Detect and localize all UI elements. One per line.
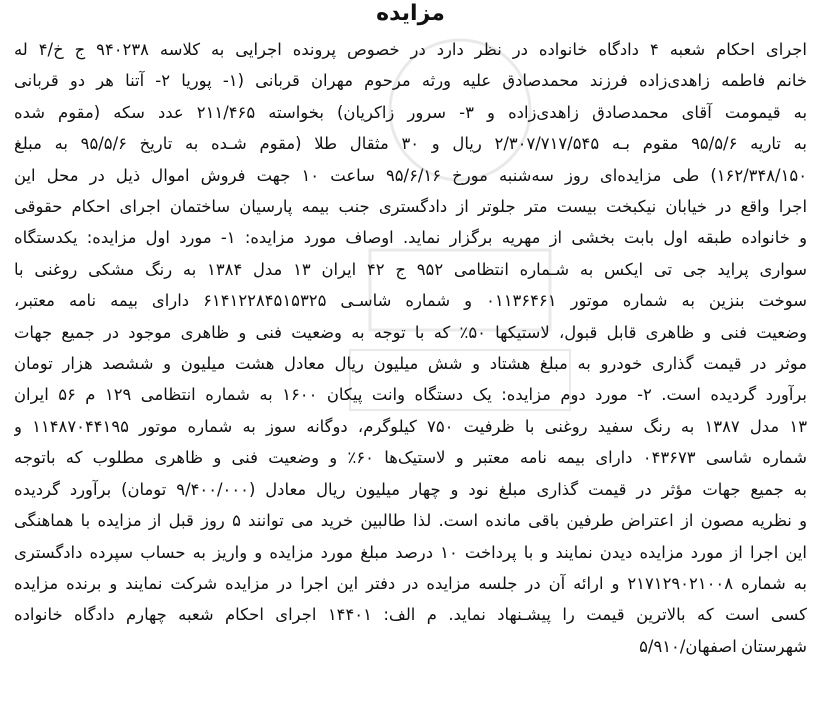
body-line: سواری پراید جی تی ایکس به شـماره انتظامی ۹۵۲ ج ۴۲ ایران ۱۳ مدل ۱۳۸۴ به رنگ مشکی روغنی با	[14, 259, 807, 279]
body-line: وضعیت فنی و ظاهری قابل قبول، لاستیکها ۵۰٪ که با توجه به وضعیت فنی و ظاهری موجود در جمیع جهات	[14, 322, 807, 342]
body-line: به تاریه ۹۵/۵/۶ مقوم بـه ۲/۳۰۷/۷۱۷/۵۴۵ ریال و ۳۰ مثقال طلا (مقوم شـده به تاریخ ۹۵/۵/۶ به مبلغ	[14, 134, 807, 154]
notice-body	[14, 34, 807, 662]
body-line-last: شهرستان اصفهان/۵/۹۱۰	[639, 636, 807, 656]
body-line: اجرا واقع در خیابان نیکبخت بیست متر جلوتر از دادگستری جنب بیمه پارسیان ساختمان اجرای احکام حقوقی	[14, 197, 807, 217]
body-line: ۱۳ مدل ۱۳۸۷ به رنگ سفید روغنی با ظرفیت ۷۵۰ کیلوگرم، دوگانه سوز به شماره موتور ۱۱۴۸۷۰۴۴۱۹۵ و	[14, 416, 807, 436]
body-line: و نظریه مصون از اعتراض طرفین باقی مانده است. لذا طالبین خرید می توانند ۵ روز قبل از مزایده با هماهنگی	[14, 511, 807, 531]
body-line: به شماره ۲۱۷۱۲۹۰۲۱۰۰۸ و ارائه آن در جلسه مزایده در دفتر این اجرا در مزایده شرکت نمایند و برنده مزایده	[14, 573, 807, 593]
page-title: مزایده	[376, 1, 445, 26]
body-line: ۱۶۲/۳۴۸/۱۵۰) طی مزایده‌ای روز سه‌شنبه مورخ ۹۵/۶/۱۶ ساعت ۱۰ جهت فروش اموال ذیل در محل این	[14, 165, 807, 185]
body-line: برآورد گردیده است. ۲- مورد دوم مزایده: یک دستگاه وانت پیکان ۱۶۰۰ به شماره انتظامی ۱۲۹ م ۵۶ ایران	[14, 385, 807, 405]
body-line: و خانواده طبقه اول بابت بخشی از مهریه برگزار نماید. اوصاف مورد مزایده: ۱- مورد اول مزایده: یکدستگاه	[14, 228, 807, 248]
body-line: خانم فاطمه زاهدی‌زاده فرزند محمدصادق علیه ورثه مرحوم مهران قربانی (۱- پوریا ۲- آتنا هر دو قربانی	[14, 71, 807, 91]
body-line: به قیمومت آقای محمدصادق زاهدی‌زاده و ۳- سرور زاکریان) بخواسته ۲۱۱/۴۶۵ عدد سکه (مقوم شده	[14, 102, 807, 122]
body-line: شماره شاسی ۰۴۳۶۷۳ دارای بیمه نامه معتبر و لاستیک‌ها ۶۰٪ و وضعیت فنی و ظاهری مطلوب که باتوجه	[14, 448, 807, 468]
body-line: به جمیع جهات مؤثر در قیمت گذاری مبلغ نود و چهار میلیون ریال معادل (۹/۴۰۰/۰۰۰ تومان) برآورد گردیده	[14, 479, 807, 499]
body-line: موثر در قیمت گذاری خودرو به مبلغ هشتاد و شش میلیون ریال معادل هشت میلیون و ششصد هزار تومان	[14, 354, 807, 374]
body-line: کسی است که بالاترین قیمت را پیشـنهاد نماید. م الف: ۱۴۴۰۱ اجرای احکام شعبه چهارم دادگاه خانواده	[14, 605, 807, 625]
body-line: سوخت بنزین به شماره موتور ۰۱۱۳۶۴۶۱ و شماره شاسـی ۶۱۴۱۲۲۸۴۵۱۵۳۲۵ دارای بیمه نامه معتبر،	[14, 291, 807, 311]
body-line: این اجرا از مورد مزایده دیدن نمایند و با پرداخت ۱۰ درصد مبلغ مورد مزایده و واریز به حساب سپرده دادگستری	[14, 542, 807, 562]
body-line: اجرای احکام شعبه ۴ دادگاه خانواده در نظر دارد در خصوص پرونده اجرایی به کلاسه ۹۴۰۲۳۸ ج خ/۴ له	[14, 40, 807, 59]
